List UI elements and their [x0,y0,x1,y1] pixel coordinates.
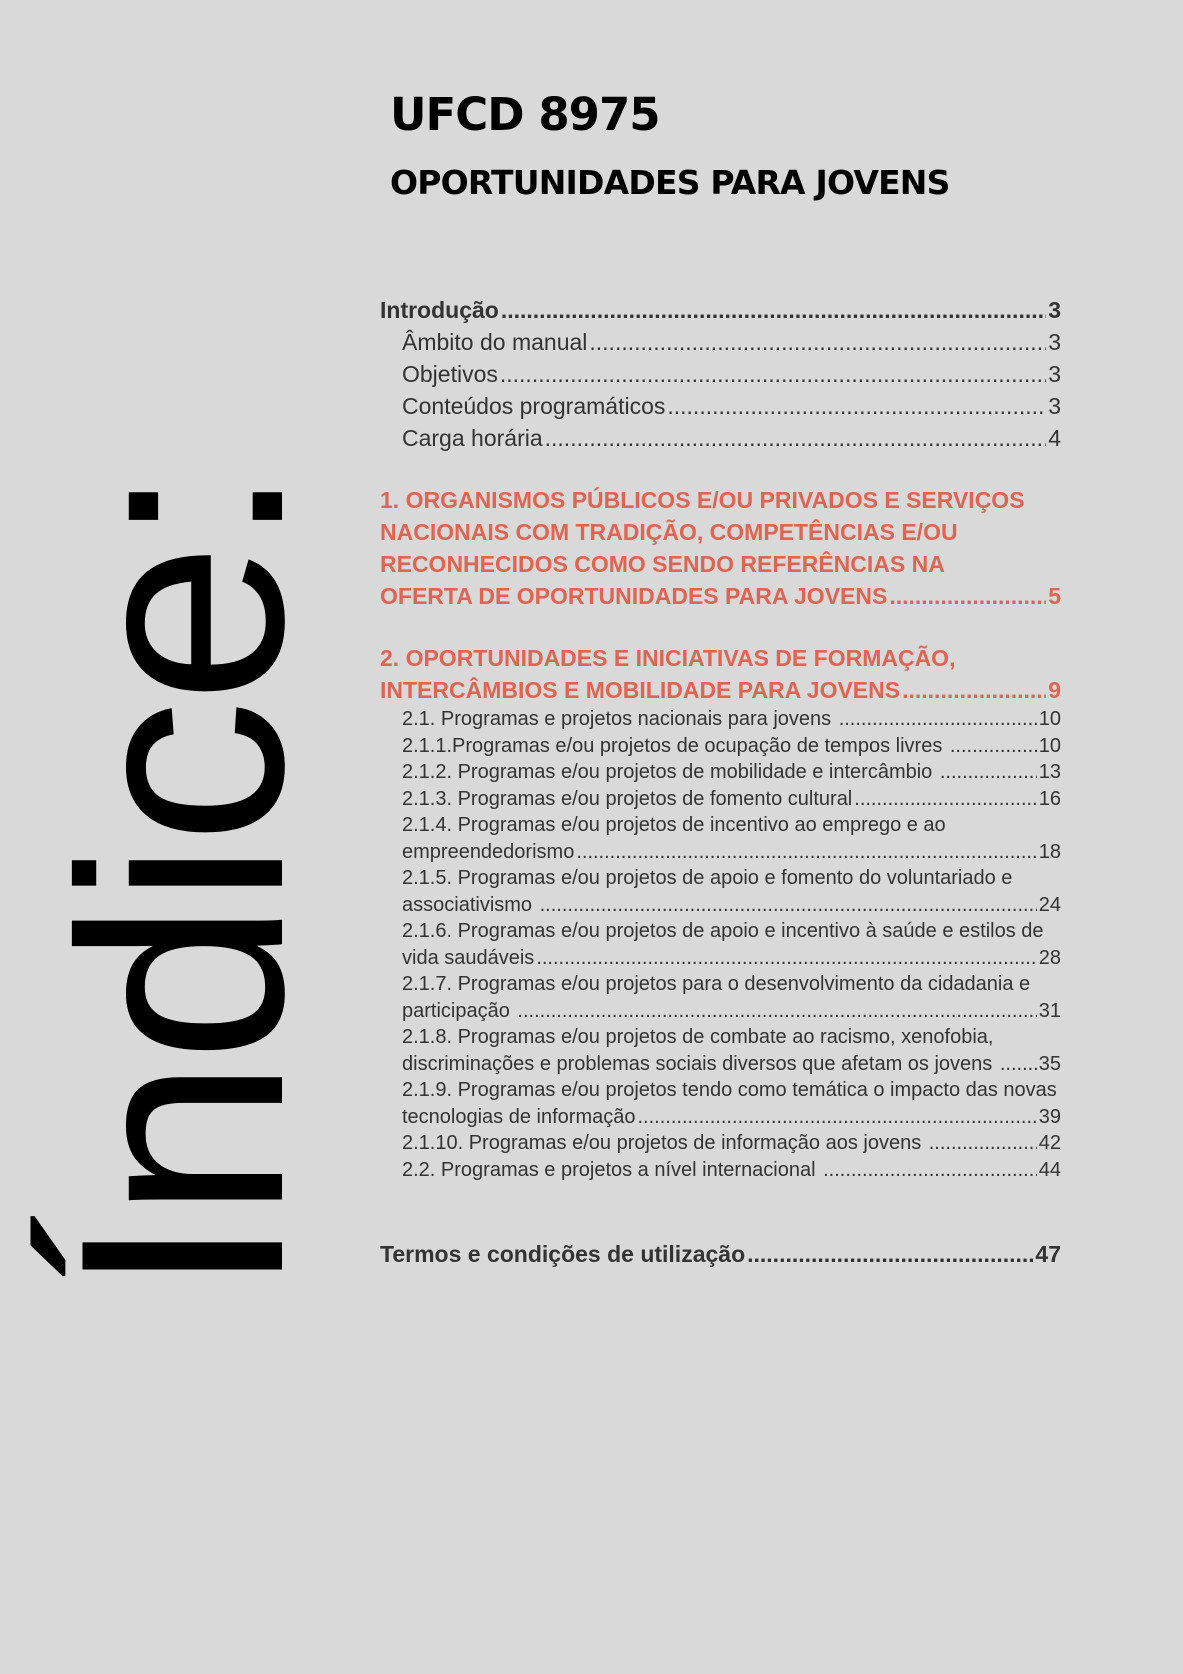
dot-leader [589,326,1046,358]
toc-subentry[interactable] [380,759,1061,786]
toc-entry-termos[interactable] [380,1238,1061,1270]
dot-leader [501,294,1046,326]
dot-leader [902,674,1046,706]
toc-entry-introducao[interactable] [380,294,1061,326]
toc-subentry-page: 10 [1038,708,1061,730]
toc-entry-label: Conteúdos programáticos [402,393,666,419]
document-title: OPORTUNIDADES PARA JOVENS [390,163,950,202]
toc-section-1[interactable] [380,484,1061,612]
toc-subentry-line: 2.1.7. Programas e/ou projetos para o desenvolvimento da cidadania e [402,973,1031,995]
ufcd-code: UFCD 8975 [390,88,660,141]
toc-subentry-label: tecnologias de informação [402,1105,636,1128]
toc-subentry-label: 2.1.3. Programas e/ou projetos de fomento cultural [402,787,853,810]
section-heading-line: 1. ORGANISMOS PÚBLICOS E/OU PRIVADOS E SERVIÇOS [380,487,1025,513]
dot-leader [536,945,1036,972]
dot-leader [576,839,1036,866]
toc-entry[interactable] [380,326,1061,358]
index-side-title: Índice: [20,469,344,1297]
toc-entry-page: 3 [1048,393,1061,419]
toc-subentry-page: 44 [1038,1158,1061,1181]
toc-entry-label: Carga horária [402,425,543,451]
section-heading-line: RECONHECIDOS COMO SENDO REFERÊNCIAS NA [380,551,945,577]
dot-leader [637,1104,1036,1131]
toc-subentry-line: 2.1.8. Programas e/ou projetos de combate ao racismo, xenofobia, [402,1026,994,1048]
toc-subentry-page: 28 [1038,946,1061,969]
document-header [390,88,950,202]
toc-entry-page: 4 [1048,425,1061,451]
toc-subentry-label: associativismo [402,893,538,916]
dot-leader [545,422,1047,454]
table-of-contents [380,294,1061,1270]
toc-subentry[interactable] [380,706,1061,733]
toc-subentry-page: 10 [1038,734,1061,757]
toc-subentry[interactable] [380,786,1061,813]
toc-subentry-page: 16 [1038,787,1061,810]
toc-entry[interactable] [380,390,1061,422]
toc-entry-label: Introdução [380,297,499,323]
dot-leader [889,580,1046,612]
toc-subentry[interactable] [380,971,1061,1024]
toc-subentry-page: 24 [1038,893,1061,916]
toc-subentry-label: 2.2. Programas e projetos a nível internacional [402,1158,822,1181]
toc-subentry-label: 2.1.2. Programas e/ou projetos de mobilidade e intercâmbio [402,761,938,783]
dot-leader [929,1130,1037,1157]
toc-subentry[interactable] [380,1077,1061,1130]
section-heading-line: NACIONAIS COM TRADIÇÃO, COMPETÊNCIAS E/OU [380,519,958,545]
toc-subentry-label: 2.1.10. Programas e/ou projetos de informação aos jovens [402,1132,927,1154]
section-heading-line: INTERCÂMBIOS E MOBILIDADE PARA JOVENS [380,677,901,703]
toc-subentry-line: 2.1.6. Programas e/ou projetos de apoio e incentivo à saúde e estilos de [402,920,1044,942]
toc-subentry-page: 31 [1038,999,1061,1022]
toc-subentry-page: 13 [1038,761,1061,783]
toc-subentry-label: participação [402,999,516,1022]
toc-subentry[interactable] [380,733,1061,760]
dot-leader [950,733,1037,760]
toc-subentry-page: 35 [1038,1052,1061,1075]
toc-subentry-line: 2.1.4. Programas e/ou projetos de incentivo ao emprego e ao [402,814,946,836]
dot-leader [667,390,1046,422]
toc-subentry[interactable] [380,918,1061,971]
toc-subentry-label: vida saudáveis [402,946,535,969]
toc-subentry-label: 2.1.1.Programas e/ou projetos de ocupação de tempos livres [402,734,948,757]
toc-subentry[interactable] [380,1024,1061,1077]
dot-leader [823,1157,1037,1184]
section-heading-line: 2. OPORTUNIDADES E INICIATIVAS DE FORMAÇÃO, [380,645,956,671]
section-2-subentries [380,706,1061,1183]
dot-leader [540,892,1037,919]
dot-leader [940,759,1037,786]
toc-entry[interactable] [380,358,1061,390]
toc-subentry-line: 2.1.5. Programas e/ou projetos de apoio e fomento do voluntariado e [402,867,1013,889]
toc-subentry-label: discriminações e problemas sociais diversos que afetam os jovens [402,1052,998,1075]
toc-subentry-label: empreendedorismo [402,840,575,863]
toc-entry-label: Termos e condições de utilização [380,1241,746,1267]
dot-leader [517,998,1036,1025]
toc-subentry-label: 2.1. Programas e projetos nacionais para jovens [402,708,837,730]
toc-subentry-page: 18 [1038,840,1061,863]
toc-subentry-page: 39 [1038,1105,1061,1128]
toc-subentry[interactable] [380,1130,1061,1157]
toc-entry-page: 47 [1035,1241,1061,1267]
toc-subentry[interactable] [380,865,1061,918]
dot-leader [747,1238,1033,1270]
toc-entry-page: 9 [1048,677,1061,703]
toc-subentry[interactable] [380,812,1061,865]
toc-entry-label: Objetivos [402,361,498,387]
dot-leader [839,706,1037,733]
section-heading-line: OFERTA DE OPORTUNIDADES PARA JOVENS [380,583,888,609]
toc-entry[interactable] [380,422,1061,454]
toc-subentry-line: 2.1.9. Programas e/ou projetos tendo como temática o impacto das novas [402,1079,1057,1101]
toc-entry-label: Âmbito do manual [402,329,588,355]
toc-entry-page: 3 [1048,361,1061,387]
toc-section-2[interactable] [380,642,1061,706]
dot-leader [1000,1051,1037,1078]
toc-subentry[interactable] [380,1157,1061,1184]
dot-leader [854,786,1036,813]
dot-leader [500,358,1046,390]
toc-entry-page: 3 [1048,329,1061,355]
toc-entry-page: 3 [1048,297,1061,323]
toc-entry-page: 5 [1048,583,1061,609]
toc-subentry-page: 42 [1038,1132,1061,1154]
